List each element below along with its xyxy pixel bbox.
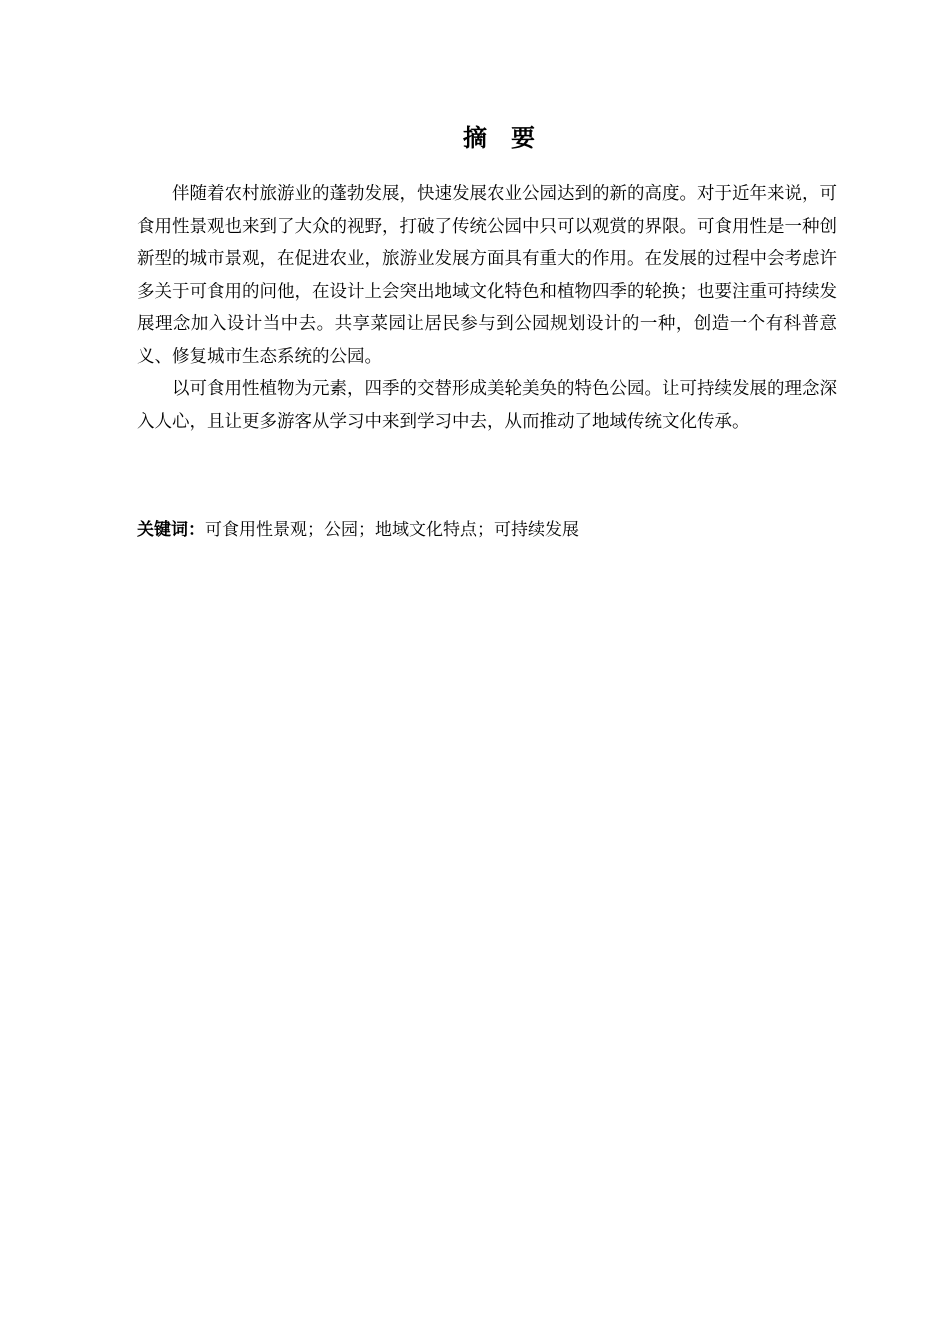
page-title: 摘要 <box>463 123 559 152</box>
keywords-label: 关键词： <box>137 520 205 540</box>
keywords-line <box>137 514 837 546</box>
abstract-paragraph-1: 伴随着农村旅游业的蓬勃发展，快速发展农业公园达到的新的高度。对于近年来说，可食用性景观也来到了大众的视野，打破了传统公园中只可以观赏的界限。可食用性是一种创新型的城市景观，在促进农业，旅游业发展方面具有重大的作用。在发展的过程中会考虑许多关于可食用的问他，在设计上会突出地域文化特色和植物四季的轮换；也要注重可持续发展理念加入设计当中去。共享菜园让居民参与到公园规划设计的一种，创造一个有科普意义、修复城市生态系统的公园。 <box>137 184 837 367</box>
abstract-body <box>137 178 837 438</box>
abstract-paragraph-2: 以可食用性植物为元素，四季的交替形成美轮美奂的特色公园。让可持续发展的理念深入人心，且让更多游客从学习中来到学习中去，从而推动了地域传统文化传承。 <box>137 379 837 432</box>
keywords-text: 可食用性景观；公园；地域文化特点；可持续发展 <box>205 520 579 540</box>
